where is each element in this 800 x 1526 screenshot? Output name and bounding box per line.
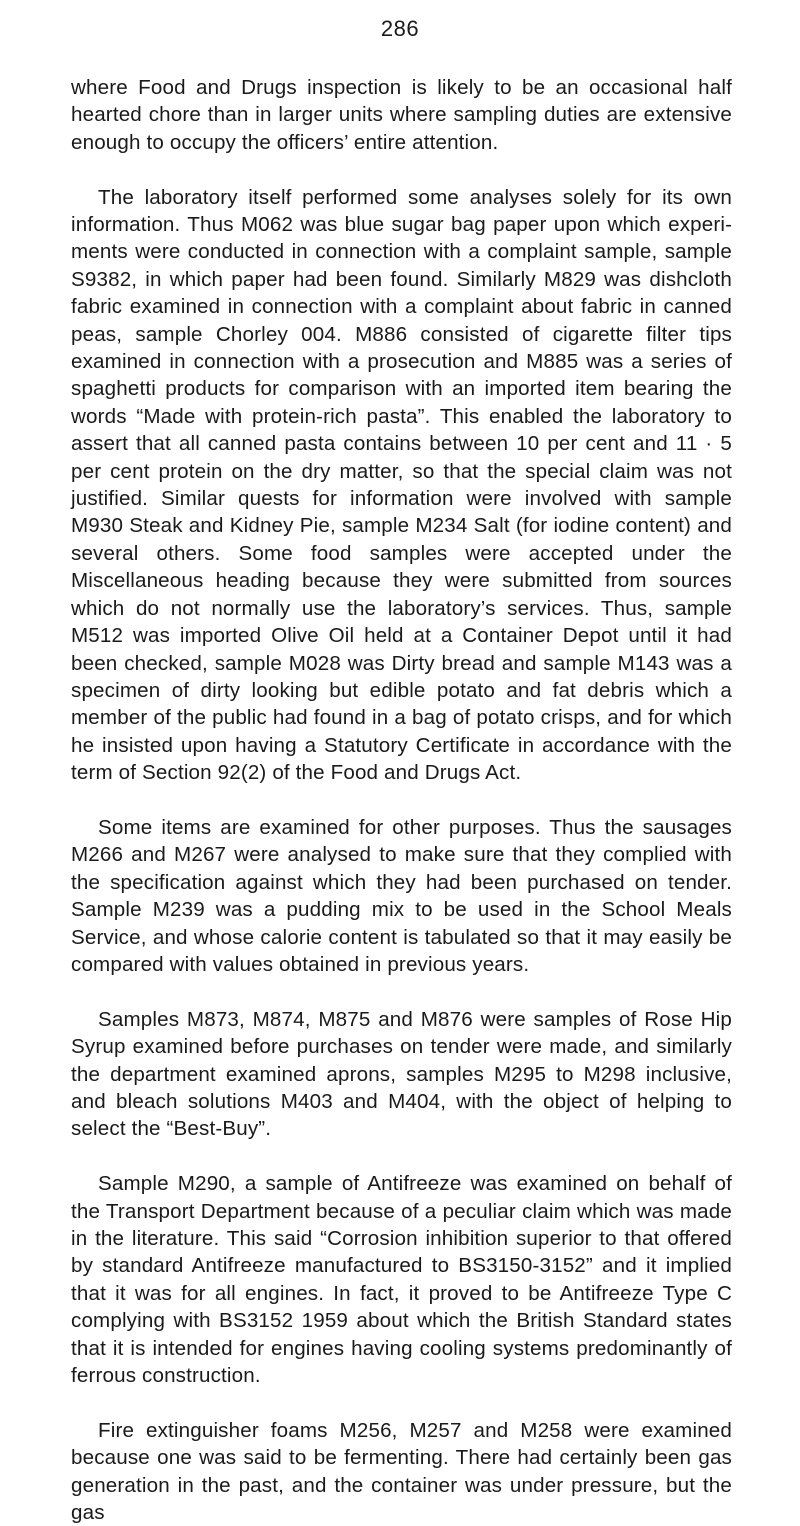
paragraph-6: Fire extinguisher foams M256, M257 and M258 were examined because one was said to be fermenting. There had certainly been gas generation in the past, and the container was under pressure, but the gas [71,1418,732,1525]
document-body [71,74,732,1526]
paragraph-3: Some items are examined for other purposes. Thus the sausages M266 and M267 were analysed to make sure that they complied with the specification against which they had been purchased on tender. Sample M239 was a pudding mix to be used in the School Meals Service, and whose calorie content is tabulated so that it may easily be compared with values obtained in previous years. [71,815,732,976]
paragraph-5: Sample M290, a sample of Antifreeze was examined on behalf of the Transport Department because of a peculiar claim which was made in the literature. This said “Corrosion inhibition superior to that offered by standard Antifreeze manufactured to BS3150-3152” and it implied that it was for all engines. In fact, it proved to be Antifreeze Type C complying with BS3152 1959 about which the British Standard states that it is intended for engines having cooling systems predominantly of ferrous construction. [71,1172,732,1388]
paragraph-4: Samples M873, M874, M875 and M876 were samples of Rose Hip Syrup examined before purchases on tender were made, and similarly the department examined aprons, samples M295 to M298 inclusive, and bleach solutions M403 and M404, with the object of helping to select the “Best-Buy”. [71,1007,732,1141]
paragraph-1: where Food and Drugs inspection is likely to be an occasional half hearted chore than in larger units where sampling duties are extensive enough to occupy the officers’ entire attention. [71,76,732,154]
page-number: 286 [380,16,420,41]
paragraph-2: The laboratory itself performed some analyses solely for its own information. Thus M062 was blue sugar bag paper upon which experiments were conducted in connection with a complaint sample, sample S9382, in which paper had been found. Similarly M829 was dishcloth fabric examined in connection with a complaint about fabric in canned peas, sample Chorley 004. M886 consisted of cigarette filter tips examined in connection with a prosecution and M885 was a series of spaghetti products for comparison with an imported item bearing the words “Made with protein-rich pasta”. This enabled the laboratory to assert that all canned pasta contains between 10 per cent and 11 · 5 per cent protein on the dry matter, so that the special claim was not justified. Similar quests for information were involved with sample M930 Steak and Kidney Pie, sample M234 Salt (for iodine content) and several others. Some food samples were accepted under the Miscellaneous heading because they were submitted from sources which do not normally use the laboratory’s services. Thus, sample M512 was imported Olive Oil held at a Container Depot until it had been checked, sample M028 was Dirty bread and sample M143 was a specimen of dirty looking but edible potato and fat debris which a member of the public had found in a bag of potato crisps, and for which he insisted upon having a Statutory Certificate in accordance with the term of Section 92(2) of the Food and Drugs Act. [71,185,732,785]
